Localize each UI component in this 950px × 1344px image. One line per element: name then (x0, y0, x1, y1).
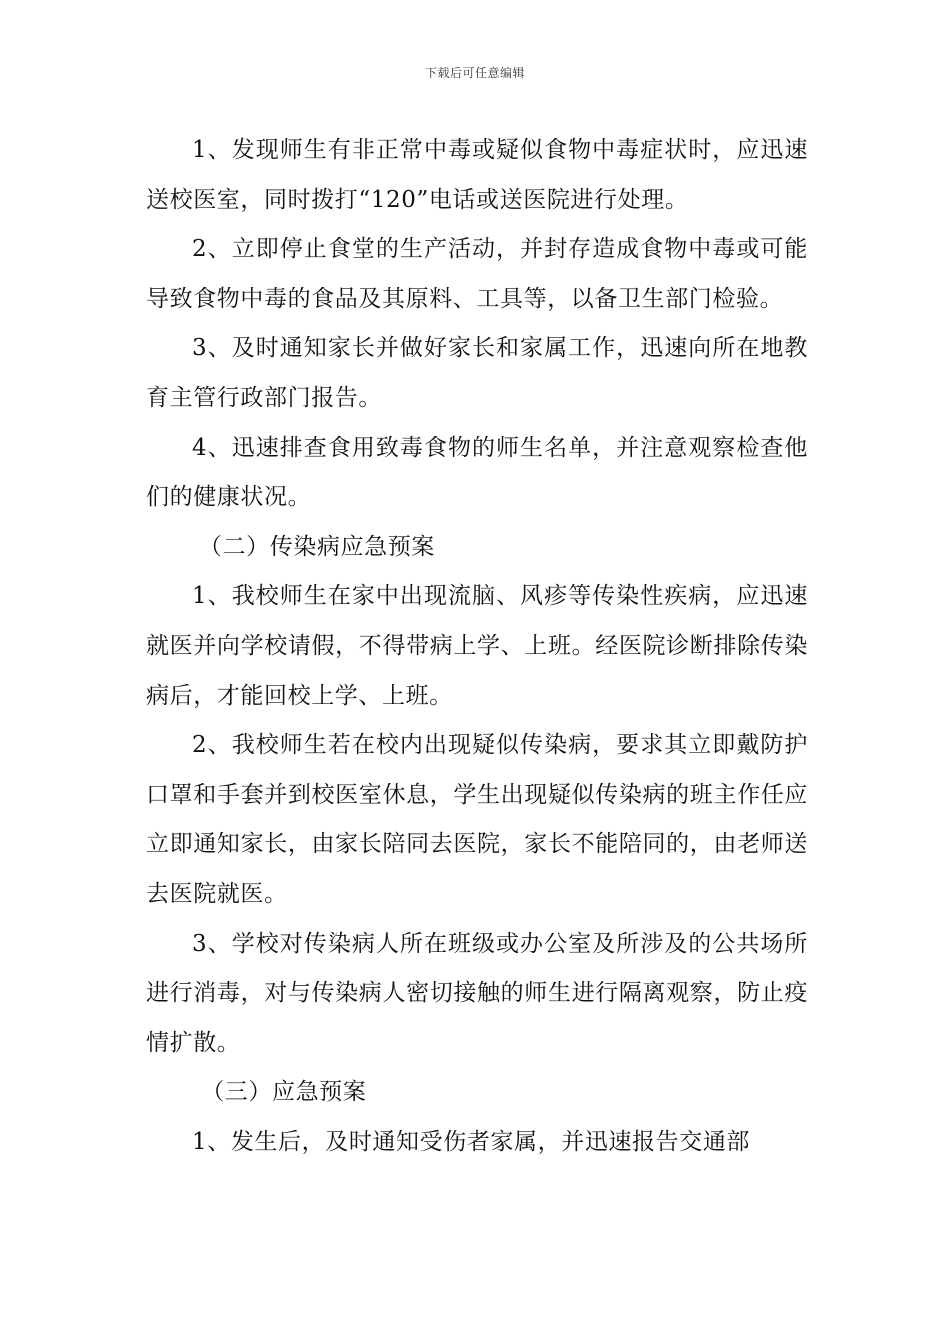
page-header: 下载后可任意编辑 (424, 66, 525, 80)
paragraph-food-poisoning-3: 3、及时通知家长并做好家长和家属工作，迅速向所在地教育主管行政部门报告。 (146, 335, 808, 411)
paragraph-food-poisoning-2: 2、立即停止食堂的生产活动，并封存造成食物中毒或可能导致食物中毒的食品及其原料、工具等，以备卫生部门检验。 (146, 236, 808, 312)
section-heading-infectious-disease: （二）传染病应急预案 (198, 533, 435, 560)
document-body (146, 126, 808, 1167)
paragraph-infectious-disease-3: 3、学校对传染病人所在班级或办公室及所涉及的公共场所进行消毒，对与传染病人密切接触的师生进行隔离观察，防止疫情扩散。 (146, 930, 808, 1056)
paragraph-food-poisoning-4: 4、迅速排查食用致毒食物的师生名单，并注意观察检查他们的健康状况。 (146, 434, 808, 511)
paragraph-infectious-disease-2: 2、我校师生若在校内出现疑似传染病，要求其立即戴防护口罩和手套并到校医室休息，学生出现疑似传染病的班主作任应立即通知家长，由家长陪同去医院，家长不能陪同的，由老师送去医院就医。 (146, 732, 808, 907)
section-heading-emergency: （三）应急预案 (201, 1079, 367, 1106)
paragraph-food-poisoning-1: 1、发现师生有非正常中毒或疑似食物中毒症状时，应迅速送校医室，同时拨打“120”电话或送医院进行处理。 (146, 137, 808, 213)
paragraph-infectious-disease-1: 1、我校师生在家中出现流脑、风疹等传染性疾病，应迅速就医并向学校请假，不得带病上学、上班。经医院诊断排除传染病后，才能回校上学、上班。 (146, 583, 808, 709)
paragraph-emergency-1: 1、发生后，及时通知受伤者家属，并迅速报告交通部 (192, 1128, 751, 1155)
